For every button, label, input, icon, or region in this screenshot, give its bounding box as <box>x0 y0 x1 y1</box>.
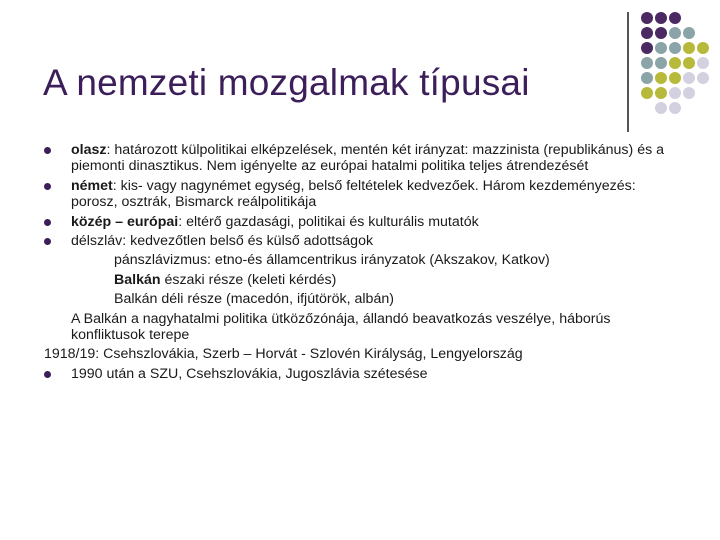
decor-dot <box>669 102 681 114</box>
sub-line-text: pánszlávizmus: etno-és államcentrikus irányzatok (Akszakov, Katkov) <box>114 252 550 269</box>
decor-dot <box>641 27 653 39</box>
decor-dot <box>669 72 681 84</box>
bullet-text: : kis- vagy nagynémet egység, belső feltételek kedvezőek. Három kezdeményezés: porosz, osztrák, Bismarck reálpolitikája <box>71 177 636 211</box>
bullet-text: 1990 után a SZU, Csehszlovákia, Jugoszlávia szétesése <box>71 365 428 382</box>
decor-dot <box>641 42 653 54</box>
sub-line-balkan-south <box>44 291 674 307</box>
decor-dot <box>655 12 667 24</box>
decor-dot <box>655 72 667 84</box>
decor-dot <box>641 87 653 99</box>
decor-dot <box>641 72 653 84</box>
bullet-term: olasz <box>71 142 107 158</box>
decor-dot <box>683 42 695 54</box>
decor-dot <box>669 42 681 54</box>
bullet-dot-icon <box>44 238 51 245</box>
sub-line-text: északi része (keleti kérdés) <box>160 271 337 288</box>
bullet-dot-icon <box>44 183 51 190</box>
paragraph-1918: 1918/19: Csehszlovákia, Szerb – Horvát - Szlovén Királyság, Lengyelország <box>44 346 523 363</box>
bullet-dot-icon <box>44 219 51 226</box>
decor-dot <box>669 27 681 39</box>
decor-dot <box>697 72 709 84</box>
bullet-text: : határozott külpolitikai elképzelések, mentén két irányzat: mazzinista (republikánus) és a piemonti dinasztikus. Nem igényelte az európai hatalmi politika teljes átrendezését <box>71 142 665 175</box>
bullet-item-olasz <box>44 142 674 175</box>
sub-line-text: Balkán déli része (macedón, ifjútörök, albán) <box>114 291 394 308</box>
decor-dot <box>669 87 681 99</box>
bullet-item-kozep-europai <box>44 214 674 230</box>
decor-dot <box>683 72 695 84</box>
decor-dot <box>655 42 667 54</box>
decor-dot <box>655 57 667 69</box>
paragraph-balkan: A Balkán a nagyhatalmi politika ütközőzónája, állandó beavatkozás veszélye, háborús konfliktusok terepe <box>71 310 611 344</box>
decor-dot <box>655 27 667 39</box>
sub-line-term: Balkán <box>114 271 161 288</box>
bullet-term: közép – európai <box>71 213 179 230</box>
decor-dot <box>697 57 709 69</box>
decor-dot <box>655 87 667 99</box>
decor-dot <box>697 42 709 54</box>
slide-body <box>44 142 674 385</box>
decor-dot <box>669 57 681 69</box>
sub-line-panszlavizmus <box>44 252 674 268</box>
bullet-term: német <box>71 177 113 194</box>
bullet-item-nemet <box>44 178 674 211</box>
bullet-item-delszlav <box>44 233 674 249</box>
decor-dot <box>683 27 695 39</box>
decor-dot <box>669 12 681 24</box>
slide-title: A nemzeti mozgalmak típusai <box>43 62 530 103</box>
decor-dot <box>641 12 653 24</box>
vertical-divider <box>627 12 629 132</box>
bullet-text: délszláv: kedvezőtlen belső és külső adottságok <box>71 233 374 250</box>
bullet-dot-icon <box>44 147 51 154</box>
decor-dot <box>683 87 695 99</box>
bullet-dot-icon <box>44 371 51 378</box>
decor-dot <box>683 57 695 69</box>
sub-line-balkan-north <box>44 272 674 288</box>
decor-dot <box>655 102 667 114</box>
bullet-text: : eltérő gazdasági, politikai és kulturális mutatók <box>178 213 479 230</box>
decor-dot <box>641 57 653 69</box>
bullet-item-1990 <box>44 366 674 382</box>
